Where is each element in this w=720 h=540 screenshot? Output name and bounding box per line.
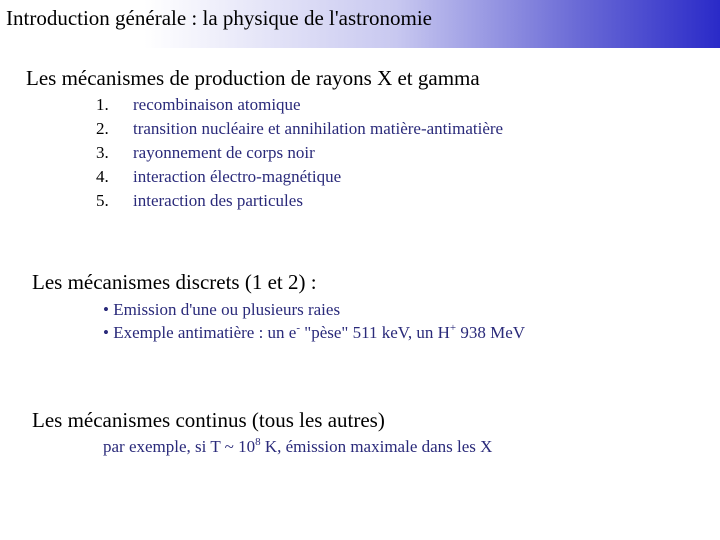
superscript-plus: + bbox=[449, 322, 457, 334]
list-text: recombinaison atomique bbox=[133, 95, 301, 114]
superscript-exponent: 8 bbox=[255, 436, 261, 448]
slide-title: Introduction générale : la physique de l'astronomie bbox=[6, 6, 432, 30]
list-number: 5. bbox=[96, 191, 109, 210]
list-item bbox=[96, 167, 503, 191]
list-item bbox=[96, 191, 503, 215]
list-number: 4. bbox=[96, 167, 109, 186]
bullet-text-part: 938 MeV bbox=[456, 323, 526, 342]
list-text: interaction des particules bbox=[133, 191, 303, 210]
list-item bbox=[96, 143, 503, 167]
bullet-text-part: "pèse" 511 keV, un H bbox=[300, 323, 450, 342]
section-heading-production: Les mécanismes de production de rayons X et gamma bbox=[26, 66, 480, 90]
list-item bbox=[96, 95, 503, 119]
mechanism-list bbox=[96, 95, 503, 215]
bullet-antimatter-example bbox=[103, 323, 525, 346]
list-text: rayonnement de corps noir bbox=[133, 143, 315, 162]
list-number: 1. bbox=[96, 95, 109, 114]
section-heading-discrete: Les mécanismes discrets (1 et 2) : bbox=[32, 270, 317, 294]
bullet-emission: • Emission d'une ou plusieurs raies bbox=[103, 300, 341, 319]
list-number: 3. bbox=[96, 143, 109, 162]
continuous-example bbox=[103, 437, 492, 457]
list-text: transition nucléaire et annihilation matière-antimatière bbox=[133, 119, 504, 138]
bullet-text-part: • Exemple antimatière : un e bbox=[103, 323, 297, 342]
list-item bbox=[96, 119, 503, 143]
note-text-part: K, émission maximale dans les X bbox=[260, 437, 493, 456]
list-text: interaction électro-magnétique bbox=[133, 167, 342, 186]
section-heading-continuous: Les mécanismes continus (tous les autres) bbox=[32, 408, 385, 432]
superscript-minus: - bbox=[296, 322, 301, 334]
discrete-bullets bbox=[103, 300, 525, 346]
note-text-part: par exemple, si T ~ 10 bbox=[103, 437, 256, 456]
list-number: 2. bbox=[96, 119, 109, 138]
